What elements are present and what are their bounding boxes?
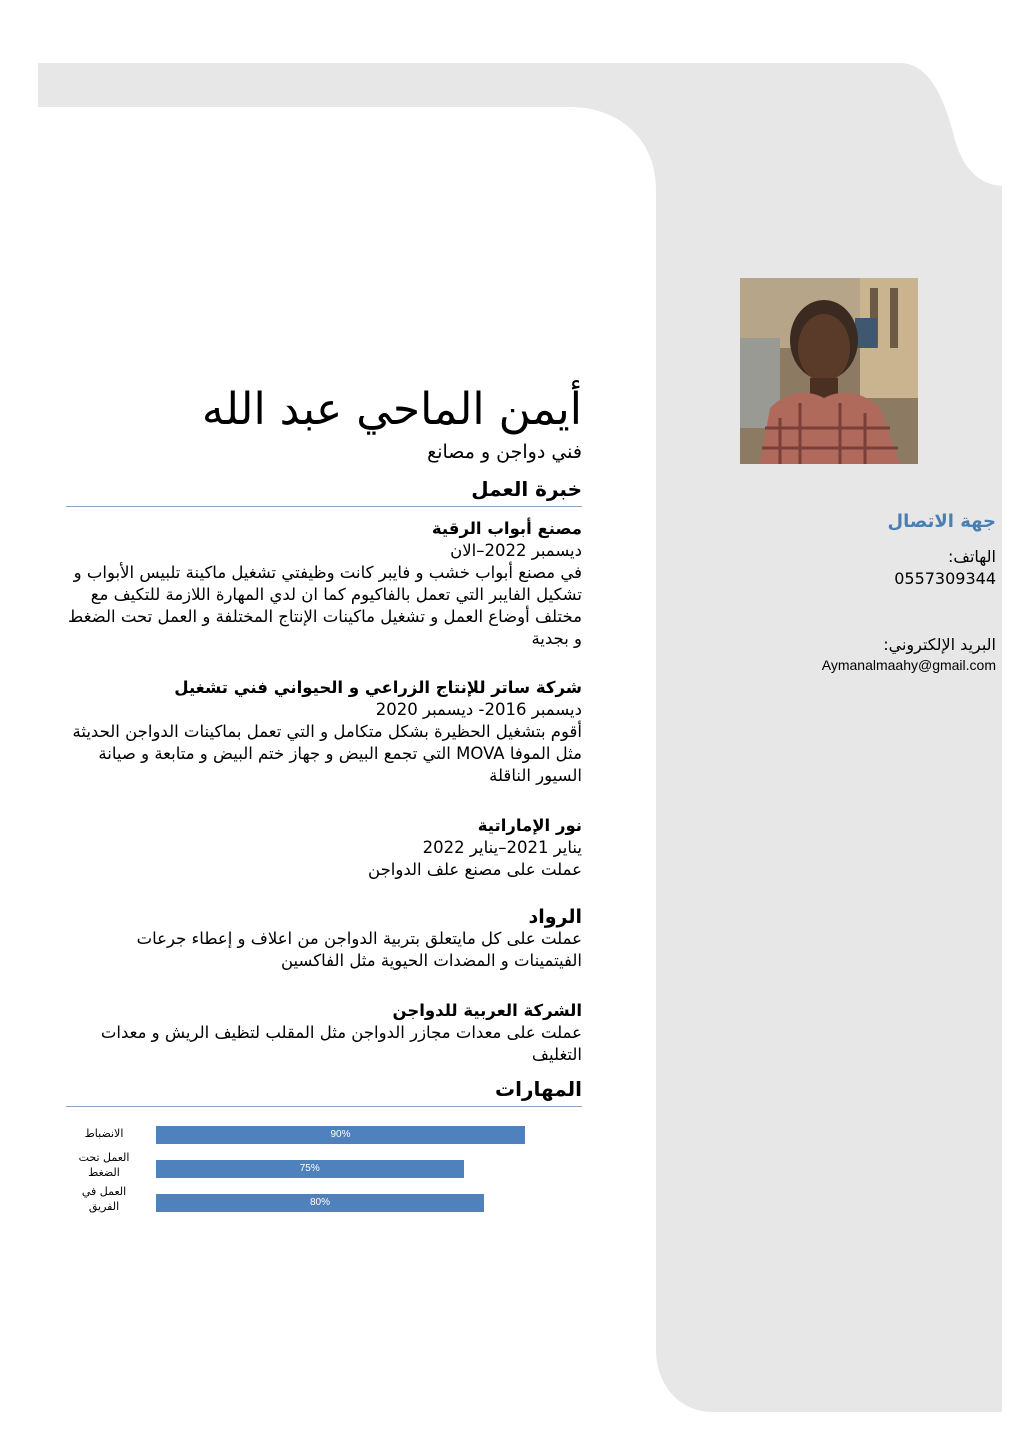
job-entry xyxy=(66,518,582,650)
job-date: ديسمبر 2022–الان xyxy=(450,541,582,560)
job-entry xyxy=(66,906,582,972)
skill-value-label: 75% xyxy=(299,1163,320,1174)
email-address: Aymanalmaahy@gmail.com xyxy=(821,657,996,673)
skill-value-label: 80% xyxy=(309,1197,330,1208)
contact-section xyxy=(760,510,996,674)
job-entry xyxy=(66,1000,582,1066)
experience-heading: خبرة العمل xyxy=(66,476,582,507)
job-description: عملت على كل مايتعلق بتربية الدواجن من اعلاف و إعطاء جرعات الفيتمينات و المضدات الحيوية مثل الفاكسين xyxy=(136,929,582,970)
phone-number: 0557309344 xyxy=(894,569,996,588)
email-label: البريد الإلكتروني: xyxy=(883,635,996,654)
job-company: شركة ساتر للإنتاج الزراعي و الحيواني فني تشغيل xyxy=(174,678,582,697)
job-date: يناير 2021–يناير 2022 xyxy=(422,838,582,857)
job-title: فني دواجن و مصانع xyxy=(427,441,582,463)
skill-label: الانضباط xyxy=(84,1127,124,1140)
job-description: عملت على مصنع علف الدواجن xyxy=(368,860,582,879)
candidate-name: أيمن الماحي عبد الله xyxy=(201,384,582,435)
skills-chart xyxy=(66,1120,536,1220)
skill-row xyxy=(66,1185,536,1228)
job-description: أقوم بتشغيل الحظيرة بشكل متكامل و التي تعمل بماكينات الدواجن الحديثة مثل الموفا MOVA التي تجمع البيض و جهاز ختم البيض و متابعة و صيانة السيور الناقلة xyxy=(72,722,582,785)
profile-photo xyxy=(740,278,918,464)
job-company: مصنع أبواب الرقية xyxy=(431,519,582,538)
job-description: في مصنع أبواب خشب و فايبر كانت وظيفتي تشغيل ماكينة تلبيس الأبواب و تشكيل الفايبر التي تعمل بالفاكيوم كما ان لدي المهارة اللازمة للتكيف مع مختلف أوضاع العمل و تشغيل ماكينات الإنتاج المختلفة و العمل تحت الضغط و بجدية xyxy=(68,563,582,648)
contact-heading: جهة الاتصال xyxy=(887,511,996,532)
job-entry xyxy=(66,815,582,881)
job-entry xyxy=(66,677,582,787)
skill-bar xyxy=(156,1194,484,1212)
job-date: ديسمبر 2016- ديسمبر 2020 xyxy=(375,700,582,719)
skill-bar xyxy=(156,1160,464,1178)
job-company: نور الإماراتية xyxy=(477,816,582,835)
skill-value-label: 90% xyxy=(330,1129,351,1140)
skills-heading: المهارات xyxy=(66,1076,582,1107)
job-description: عملت على معدات مجازر الدواجن مثل المقلب لتظيف الريش و معدات التغليف xyxy=(100,1023,582,1064)
job-company: الرواد xyxy=(528,906,582,928)
job-company: الشركة العربية للدواجن xyxy=(392,1001,582,1020)
skill-bar xyxy=(156,1126,525,1144)
skill-label: العمل في الفريق xyxy=(81,1185,127,1213)
skill-label: العمل تحت الضغط xyxy=(78,1151,130,1179)
phone-label: الهاتف: xyxy=(948,547,996,566)
